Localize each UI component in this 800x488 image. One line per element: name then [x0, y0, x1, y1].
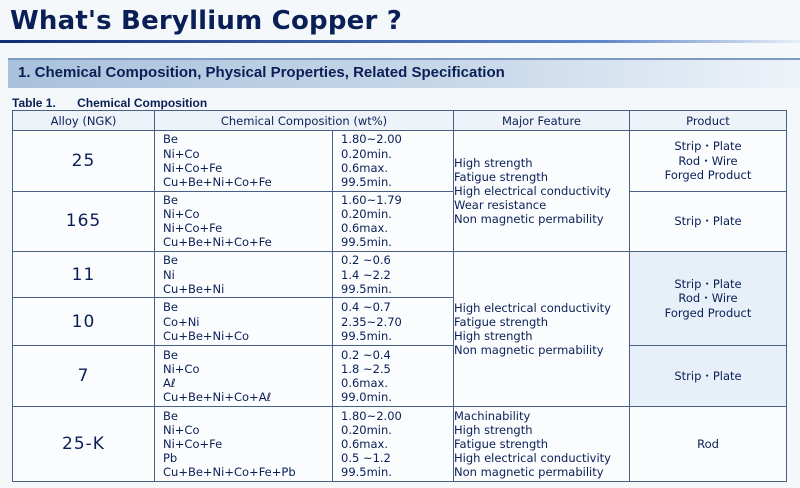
- product-item: Forged Product: [664, 305, 752, 320]
- product-item: Strip・Plate: [674, 368, 742, 383]
- table-row: [13, 191, 787, 252]
- feature-cell: [454, 252, 630, 407]
- product-item: Strip・Plate: [674, 139, 742, 154]
- element-label: Ni+Co+Fe: [163, 437, 223, 452]
- value-label: 0.20min.: [341, 422, 392, 437]
- header-product: Product: [630, 111, 787, 131]
- product-item: Rod・Wire: [678, 153, 738, 168]
- element-label: Ni+Co: [163, 422, 200, 437]
- element-label: Be: [163, 192, 178, 207]
- feature-item: High strength: [454, 155, 533, 170]
- elements-cell: [155, 131, 333, 192]
- alloy-cell: 25: [13, 131, 155, 192]
- section-banner: [8, 58, 800, 88]
- element-label: Ni+Co: [163, 361, 200, 376]
- values-cell: [333, 298, 454, 345]
- element-label: Be: [163, 253, 178, 268]
- value-label: 99.5min.: [341, 328, 392, 343]
- alloy-cell: 11: [13, 252, 155, 298]
- product-cell: [630, 131, 787, 192]
- feature-item: Fatigue strength: [454, 437, 549, 452]
- table-name: Chemical Composition: [77, 96, 208, 110]
- feature-item: Fatigue strength: [454, 314, 549, 329]
- product-cell: [630, 407, 787, 482]
- feature-item: Fatigue strength: [454, 169, 549, 184]
- element-label: Ni: [163, 267, 175, 282]
- feature-item: Machinability: [454, 408, 531, 423]
- value-label: 0.2 ~0.4: [341, 347, 391, 362]
- table-header-row: [13, 111, 787, 131]
- element-label: Be: [163, 347, 178, 362]
- elements-cell: [155, 407, 333, 482]
- value-label: 99.5min.: [341, 235, 392, 250]
- header-alloy: Alloy (NGK): [13, 111, 155, 131]
- table-row: [13, 345, 787, 407]
- product-cell: [630, 252, 787, 346]
- values-cell: [333, 407, 454, 482]
- feature-item: High electrical conductivity: [454, 451, 611, 466]
- elements-cell: [155, 298, 333, 345]
- alloy-cell: 7: [13, 345, 155, 407]
- value-label: 0.6max.: [341, 160, 388, 175]
- table-number: Table 1.: [12, 96, 56, 110]
- value-label: 1.4 ~2.2: [341, 267, 391, 282]
- title-underline: [0, 40, 800, 43]
- alloy-cell: 165: [13, 191, 155, 252]
- product-item: Forged Product: [664, 167, 752, 182]
- elements-cell: [155, 252, 333, 298]
- element-label: Aℓ: [163, 376, 176, 391]
- element-label: Cu+Be+Ni+Co+Fe+Pb: [163, 465, 296, 480]
- header-feature: Major Feature: [454, 111, 630, 131]
- feature-cell: [454, 131, 630, 252]
- composition-table: [12, 110, 787, 482]
- feature-item: Non magnetic permability: [454, 465, 604, 480]
- element-label: Cu+Be+Ni+Co: [163, 328, 250, 343]
- section-heading: 1. Chemical Composition, Physical Properties, Related Specification: [18, 64, 505, 81]
- value-label: 2.35~2.70: [341, 314, 402, 329]
- product-item: Rod: [697, 437, 719, 452]
- element-label: Co+Ni: [163, 314, 200, 329]
- value-label: 0.20min.: [341, 146, 392, 161]
- feature-item: High electrical conductivity: [454, 183, 611, 198]
- elements-cell: [155, 191, 333, 252]
- element-label: Be: [163, 132, 178, 147]
- feature-item: High strength: [454, 422, 533, 437]
- product-cell: [630, 191, 787, 252]
- value-label: 0.6max.: [341, 221, 388, 236]
- element-label: Cu+Be+Ni+Co+Aℓ: [163, 390, 272, 405]
- value-label: 99.5min.: [341, 174, 392, 189]
- element-label: Cu+Be+Ni: [163, 281, 225, 296]
- value-label: 0.4 ~0.7: [341, 300, 391, 315]
- value-label: 0.5 ~1.2: [341, 451, 391, 466]
- element-label: Ni+Co+Fe: [163, 221, 223, 236]
- value-label: 1.80~2.00: [341, 132, 402, 147]
- product-item: Strip・Plate: [674, 214, 742, 229]
- product-item: Rod・Wire: [678, 291, 738, 306]
- values-cell: [333, 252, 454, 298]
- page-title: What's Beryllium Copper ?: [10, 6, 403, 36]
- product-item: Strip・Plate: [674, 277, 742, 292]
- value-label: 1.80~2.00: [341, 408, 402, 423]
- element-label: Be: [163, 300, 178, 315]
- feature-item: Non magnetic permability: [454, 212, 604, 227]
- values-cell: [333, 345, 454, 407]
- table-row: [13, 407, 787, 482]
- value-label: 1.8 ~2.5: [341, 361, 391, 376]
- element-label: Be: [163, 408, 178, 423]
- elements-cell: [155, 345, 333, 407]
- header-composition: Chemical Composition (wt%): [155, 111, 454, 131]
- element-label: Pb: [163, 451, 178, 466]
- product-cell: [630, 345, 787, 407]
- value-label: 99.0min.: [341, 390, 392, 405]
- values-cell: [333, 191, 454, 252]
- value-label: 1.60~1.79: [341, 192, 402, 207]
- element-label: Cu+Be+Ni+Co+Fe: [163, 174, 272, 189]
- element-label: Ni+Co: [163, 146, 200, 161]
- feature-item: High strength: [454, 329, 533, 344]
- alloy-cell: 10: [13, 298, 155, 345]
- value-label: 99.5min.: [341, 465, 392, 480]
- element-label: Cu+Be+Ni+Co+Fe: [163, 235, 272, 250]
- element-label: Ni+Co: [163, 207, 200, 222]
- value-label: 0.6max.: [341, 437, 388, 452]
- feature-cell: [454, 407, 630, 482]
- feature-item: High electrical conductivity: [454, 300, 611, 315]
- value-label: 0.6max.: [341, 376, 388, 391]
- feature-item: Wear resistance: [454, 198, 547, 213]
- value-label: 99.5min.: [341, 281, 392, 296]
- value-label: 0.20min.: [341, 207, 392, 222]
- feature-item: Non magnetic permability: [454, 343, 604, 358]
- element-label: Ni+Co+Fe: [163, 160, 223, 175]
- values-cell: [333, 131, 454, 192]
- table-caption: [12, 96, 207, 110]
- alloy-cell: 25-K: [13, 407, 155, 482]
- table-row: [13, 252, 787, 298]
- value-label: 0.2 ~0.6: [341, 253, 391, 268]
- table-row: [13, 131, 787, 192]
